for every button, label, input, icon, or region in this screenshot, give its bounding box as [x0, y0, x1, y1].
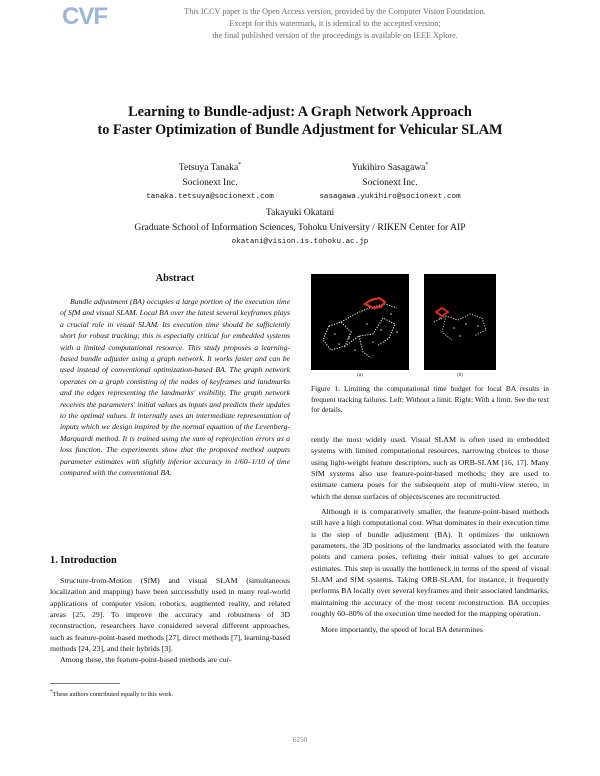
figure-sublabel-b: (b)	[457, 373, 463, 378]
author-block	[120, 158, 300, 205]
introduction-heading: 1. Introduction	[50, 555, 117, 566]
title-line: to Faster Optimization of Bundle Adjustment for Vehicular SLAM	[97, 122, 503, 138]
figure-panel-b	[424, 274, 496, 370]
body-paragraph: rently the most widely used. Visual SLAM is often used in embedded systems with limited computational resources, narrowing choices to those using light-weight feature descriptors, such as ORB-SLAM [16, 17]. Many SfM systems also use feature-point-based methods; they are used to estimate camera poses for the subsequent step of multi-view stereo, in which the dense surfaces of objects/scenes are reconstructed.	[311, 435, 549, 501]
author-block	[300, 158, 480, 205]
body-paragraph: More importantly, the speed of local BA determines	[321, 624, 483, 634]
author-email: sasagawa.yukihiro@socionext.com	[319, 193, 461, 202]
author-mark: *	[425, 162, 429, 168]
intro-paragraph: Among these, the feature-point-based methods are cur-	[60, 655, 232, 665]
introduction-text	[50, 575, 290, 666]
footnote-text: These authors contributed equally to this work.	[52, 691, 174, 699]
watermark-line: Except for this watermark, it is identical to the accepted version;	[229, 19, 441, 28]
watermark-line: the final published version of the proceedings is available on IEEE Xplore.	[212, 31, 458, 40]
figure-b-point-cloud	[424, 274, 496, 370]
footnote-mark: *	[50, 689, 53, 695]
author-affiliation: Socionext Inc.	[182, 177, 238, 189]
figure-caption: Figure 1. Limiting the computational time budget for local BA results in frequent tracking failures. Left: Without a limit. Right: With a limit. See the text for details.	[311, 384, 549, 415]
right-column-text	[311, 434, 549, 635]
page-number: 6250	[293, 736, 307, 744]
abstract-paragraph: Bundle adjustment (BA) occupies a large portion of the execution time of SfM and visual SLAM. Local BA over the latest several keyframes plays a crucial role in visual SLAM. Its execution time should be sufficiently short for robust tracking; this is especially critical for embedded systems with a limited computational resource. This study proposes a learning-based bundle adjuster using a graph network. It works faster and can be used instead of conventional optimization-based BA. The graph network operates on a graph consisting of the nodes of keyframes and landmarks and the edges representing the landmarks' visibility. The graph network receives the parameters' initial values as inputs and predicts their updates to the optimal values. It internally uses an intermediate representation of inputs which we design inspired by the normal equation of the Levenberg-Marquardt method. It is trained using the sum of reprojection errors as a loss function. The experiments show that the proposed method outputs parameter estimates with slightly inferior accuracy in 1/60–1/10 of time compared with the conventional BA.	[60, 297, 290, 478]
author-block	[40, 205, 560, 250]
title-line: Learning to Bundle-adjust: A Graph Network Approach	[128, 104, 472, 120]
figure-panel-a	[311, 274, 409, 370]
figure-a-point-cloud	[311, 274, 409, 370]
author-name: Tetsuya Tanaka	[178, 162, 239, 174]
abstract-heading: Abstract	[155, 273, 195, 284]
author-name: Takayuki Okatani	[265, 207, 335, 218]
author-email: tanaka.tetsuya@socionext.com	[146, 193, 274, 202]
author-email: okatani@vision.is.tohoku.ac.jp	[231, 238, 369, 246]
author-mark: *	[238, 162, 242, 168]
footnote-rule	[50, 683, 120, 684]
cvf-logo: CVF	[62, 3, 107, 30]
body-paragraph: Although it is comparatively smaller, the feature-point-based methods still have a high computational cost. What dominates in their execution time is the step of bundle adjustment (BA). It optimizes the unknown parameters, the 3D positions of the landmarks associated with the feature points and camera poses, refining their initial values to get accurate estimates. This step is usually the bottleneck in terms of the speed of visual SLAM and SfM systems. Taking ORB-SLAM, for instance, it frequently performs BA locally over several keyframes and their associated landmarks, maintaining the accuracy of the most recent reconstruction. BA occupies roughly 60–80% of the execution time needed for the mapping operation.	[311, 507, 549, 619]
watermark-line: This ICCV paper is the Open Access version, provided by the Computer Vision Foundation.	[184, 7, 486, 16]
paper-title	[40, 103, 560, 139]
abstract-text	[60, 296, 290, 479]
author-affiliation: Socionext Inc.	[362, 177, 418, 189]
footnote	[50, 688, 173, 699]
author-name: Yukihiro Sasagawa	[351, 162, 426, 174]
figure-sublabel-a: (a)	[357, 373, 363, 378]
author-affiliation: Graduate School of Information Sciences, Tohoku University / RIKEN Center for AIP	[134, 222, 466, 233]
intro-paragraph: Structure-from-Motion (SfM) and visual SLAM (simultaneous localization and mapping) have been successfully used in many real-world applications of computer vision, robotics, augmented reality, and related areas [25, 29]. To improve the accuracy and robustness of 3D reconstruction, researchers have considered several different approaches, such as feature-point-based methods [27], direct methods [7], learning-based methods [24, 23], and their hybrids [3].	[50, 576, 290, 654]
watermark	[130, 6, 540, 42]
